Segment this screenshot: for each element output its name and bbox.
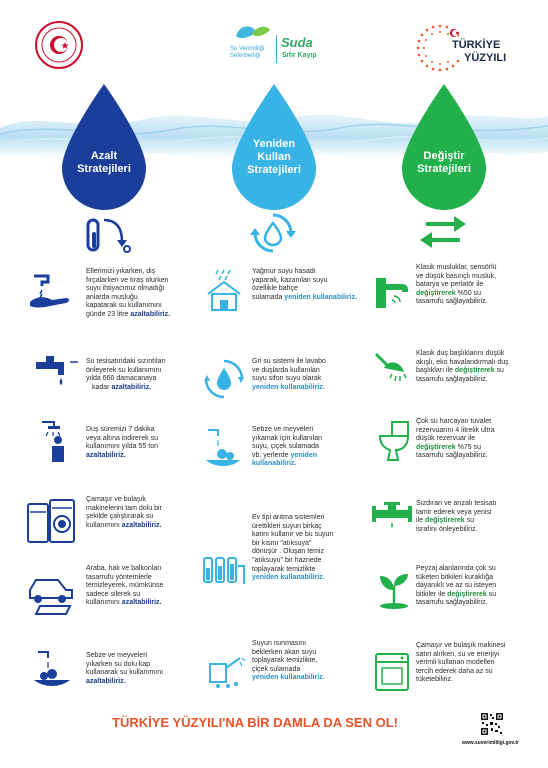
reuse-item-3-text: Sebze ve meyveleri yıkamak için kullanılan suyu, çiçek sulamada vb. yerlerde yeniden kullanabiliriz. [252,426,323,468]
campaign-brand-line2: Sıfır Kayıp [282,52,317,59]
recycle-drop-icon [250,210,296,256]
shower-head-icon [372,350,412,390]
drop-shape-blue-icon [58,82,150,212]
decrease-level-icon [84,214,132,254]
replace-item-2-text: Klasik duş başlıklarını düşük akışlı, eko havalandırmalı duş başlıkları ile değiştirerek su tasarrufu sağlayabiliriz. [416,350,509,383]
turkiye-yuzyili-logo [414,22,526,74]
campaign-tagline-line1: Su Verimliliği [230,46,265,52]
reuse-item-2-text: Gri su sistemi ile lavabo ve duşlarda kullanılan suyu sifon suyu olarak yeniden kullanabiliriz. [252,358,326,391]
vegetable-water-reuse-icon [202,428,244,472]
reduce-item-2-text: Su tesisatındaki sızıntıları önleyerek su kullanımını yılda 660 damacanaya kadar azaltabiliriz. [86,358,166,391]
replace-label-line1: Değiştir [423,150,465,162]
reduce-label-line1: Azalt [90,150,118,162]
reduce-item-6-text: Sebze ve meyveleri yıkarken su dolu kap kullanarak su kullanımını azaltabiliriz. [86,652,164,685]
car-wash-icon [26,572,78,616]
leaking-tap-icon [34,356,80,388]
dishwasher-icon [374,652,410,692]
water-filter-icon [202,554,246,588]
website-link[interactable]: www.suverimliligi.gov.tr [462,740,519,746]
campaign-logo [226,22,336,64]
reduce-label-line2: Stratejileri [77,163,131,175]
reduce-item-5-text: Araba, halı ve balkonları tasarrufu yöntemlerle temizleyerek, mümkünse sadece silerek su kullanımını azaltabiliriz. [86,565,164,607]
reuse-label-line3: Stratejileri [247,164,301,176]
washing-vegetables-icon [30,650,74,690]
reuse-drop [228,82,320,212]
ministry-seal-icon [34,20,84,70]
swap-arrows-icon [420,214,466,250]
plant-icon [374,570,414,610]
pipe-icon [370,500,414,530]
replace-drop [398,82,490,212]
drop-shape-green-icon [398,82,490,212]
campaign-brand-line1: Suda [281,35,313,50]
grey-water-icon [204,358,244,400]
reduce-item-4-text: Çamaşır ve bulaşık makinelerini tam dolu bir şekilde çalıştırarak su kullanımını azaltabiliriz. [86,496,162,529]
yuzyili-text: YÜZYILI [464,52,507,64]
sensor-faucet-icon [374,276,412,310]
campaign-tagline-line2: Seferberliği [230,53,261,59]
slogan: TÜRKİYE YÜZYILI'NA BİR DAMLA DA SEN OL! [112,715,398,730]
replace-label-line2: Stratejileri [417,163,471,175]
logo-divider [276,35,277,63]
drop-leaf-icon [232,22,272,44]
reduce-item-1-text: Ellerimizi yıkarken, diş fırçalarken ve tıraş olurken suyu ihtiyacımız olmadığı anlarda musluğu kapatarak su kullanımını günde 23 litre azaltabiliriz. [86,268,171,318]
turkiye-text: TÜRKİYE [452,39,501,51]
toilet-icon [378,420,412,462]
reuse-item-1-text: Yağmur suyu hasadı yaparak, kazanılan suyu özellikle bahçe sulamada yeniden kullanabiliriz. [252,268,358,301]
crescent-star-icon [450,28,460,38]
rain-harvest-icon [204,268,244,314]
watering-can-icon [204,650,246,690]
reuse-label-line2: Kullan [257,151,291,163]
replace-item-1-text: Klasik musluklar, sensörlü ve düşük basınçlı musluk, batarya ve perlatör ile değiştirerek %50 su tasarrufu sağlayabiliriz. [416,264,497,306]
replace-item-6-text: Çamaşır ve bulaşık makinesi satın alırken, su ve enerjiyi verimli kullanan modelleri tercih ederek daha az su tüketebiliriz. [416,642,506,684]
reuse-label-line1: Yeniden [252,138,296,150]
replace-item-3-text: Çok su harcayan tuvalet rezervuarını 4 litrelik ultra düşük rezervuar ile değiştirerek %75 su tasarrufu sağlayabiliriz. [416,418,495,460]
handwash-icon [26,272,72,312]
reduce-drop [58,82,150,212]
reuse-item-5-text: Suyun ısınmasını beklerken akan suyu toplayarak temizlikte, çiçek sulamada yeniden kullanabiliriz. [252,640,325,682]
qr-code-icon[interactable] [480,712,504,736]
replace-item-5-text: Peyzaj alanlarında çok su tüketen bitkileri kuraklığa dayanıklı ve az su isteyen bitkiler ile değiştirerek su tasarrufu sağlayabiliriz. [416,565,497,607]
replace-item-4-text: Sızdıran ve arızalı tesisatı tamir ederek veya yenisi ile değiştirerek su israfını önleyebiliriz. [416,500,497,533]
reuse-item-4-text: Ev tipi arıtma sistemleri ürettikleri suyun birkaç katını kullanır ve bu suyun bir kısmı "atıksuya" dönüşür . Oluşan temiz "atıksuyu" bir haznede toplayarak temizlikte yeniden kullanabiliriz. [252,514,334,582]
washing-machine-icon [26,498,76,544]
reduce-item-3-text: Duş süremizi 7 dakika veya altına indirerek su kullanımını yılda 55 ton azaltabiliriz. [86,426,158,459]
shower-person-icon [36,420,74,464]
